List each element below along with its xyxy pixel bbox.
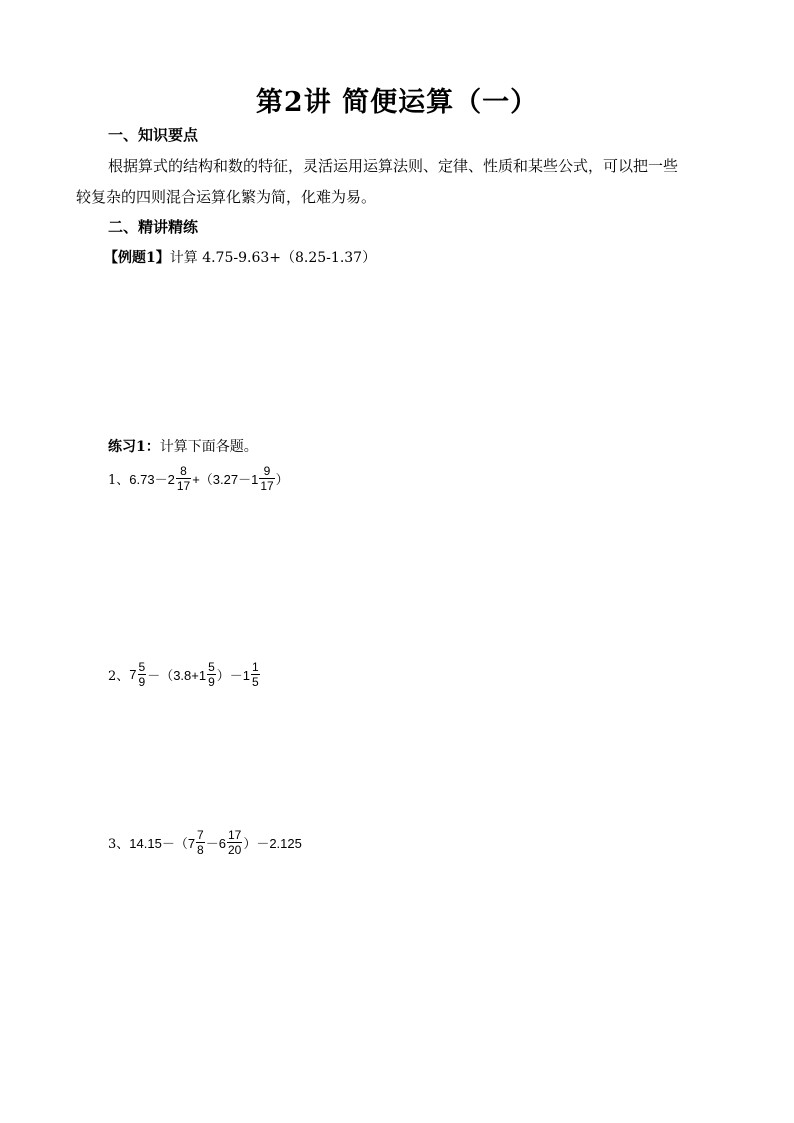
page-title: 第2讲 简便运算（一） — [255, 87, 539, 118]
example-1 — [104, 247, 376, 267]
expr-part: ）－2.125 — [243, 836, 302, 851]
example-tag: 【例题1】 — [104, 250, 170, 266]
expr-part: 14.15－（7 — [129, 836, 196, 851]
section-heading-practice: 二、精讲精练 — [108, 218, 199, 236]
fraction: $\frac{5}{9}$ — [138, 660, 146, 689]
practice-label: 练习1： — [108, 439, 160, 455]
question-number: 1、 — [108, 473, 130, 488]
paragraph-line-2: 较复杂的四则混合运算化繁为简，化难为易。 — [76, 188, 377, 206]
fraction: $\frac{1}{5}$ — [252, 660, 259, 689]
expr-part: ）－1 — [216, 668, 251, 683]
fraction: $\frac{5}{9}$ — [208, 660, 215, 689]
question-2 — [108, 660, 261, 689]
fraction: $\frac{7}{8}$ — [197, 828, 204, 857]
section-heading-key-points: 一、知识要点 — [108, 126, 199, 144]
question-3 — [108, 828, 302, 857]
expr-part: 6.73－2 — [129, 472, 175, 487]
example-expression: 计算 4.75-9.63+（8.25-1.37） — [169, 250, 377, 266]
paragraph-line-1: 根据算式的结构和数的特征，灵活运用运算法则、定律、性质和某些公式，可以把一些 — [108, 157, 679, 175]
question-number: 2、 — [108, 669, 130, 684]
expr-part: +（3.27－1 — [192, 472, 259, 487]
fraction: $\frac{8}{17}$ — [176, 464, 191, 493]
expr-part: －（3.8+1 — [147, 668, 207, 683]
expr-part: －6 — [205, 836, 226, 851]
expr-part: 7 — [129, 667, 137, 682]
fraction: $\frac{17}{20}$ — [227, 828, 242, 857]
question-number: 3、 — [108, 837, 130, 852]
practice-heading — [108, 436, 258, 456]
expr-part: ） — [275, 472, 289, 487]
fraction: $\frac{9}{17}$ — [260, 464, 274, 493]
question-1 — [108, 464, 289, 493]
practice-instruction: 计算下面各题。 — [159, 439, 258, 455]
